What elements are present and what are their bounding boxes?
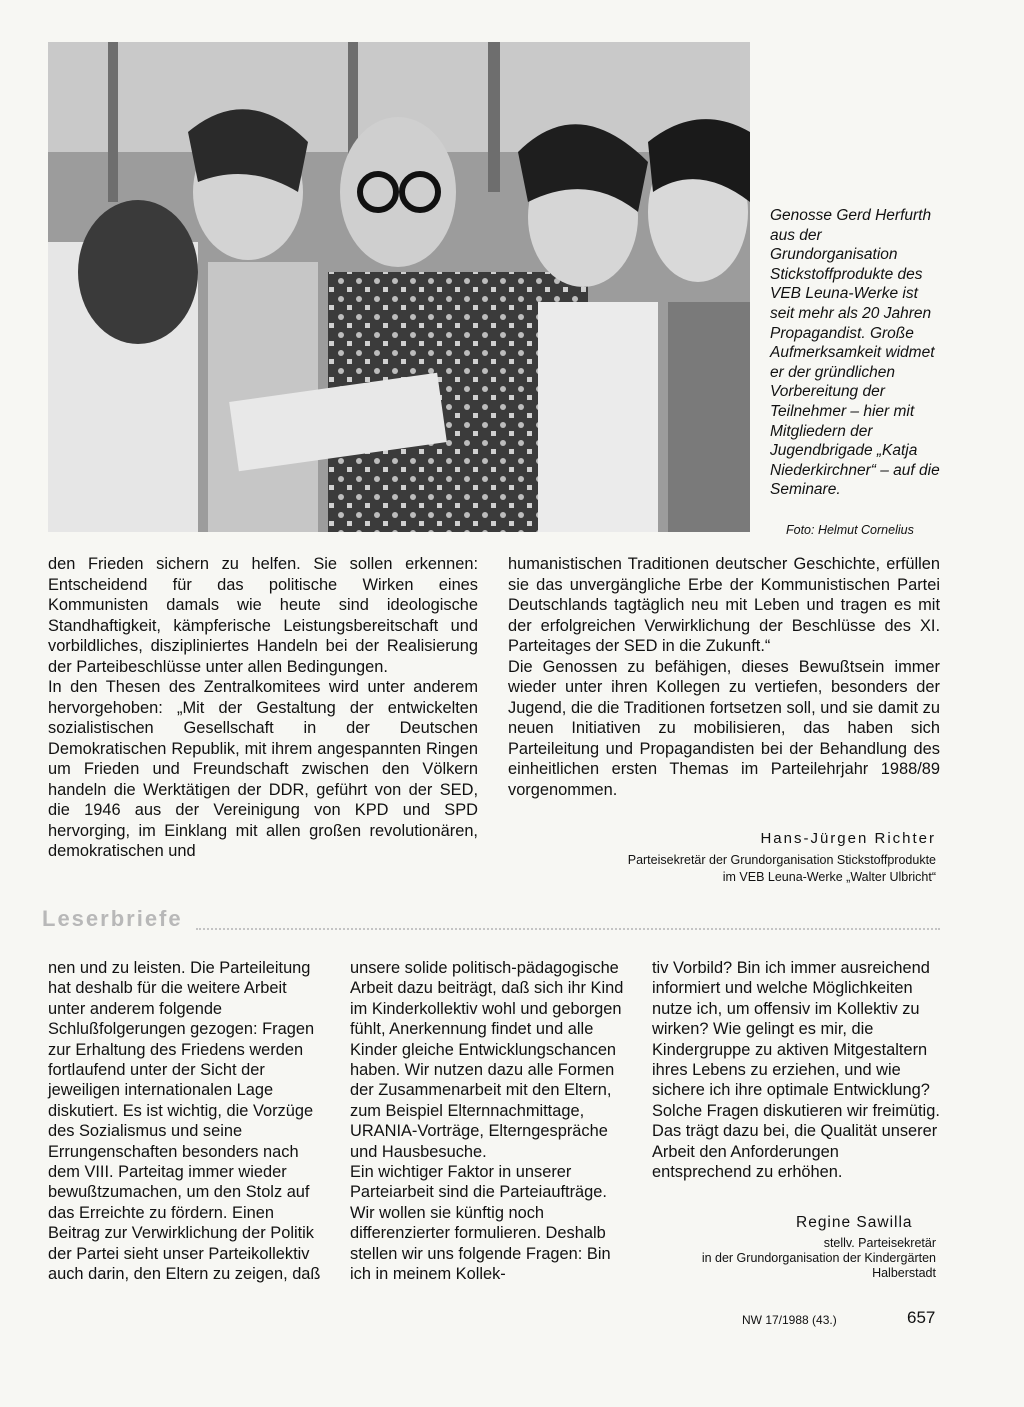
letter-author-role: stellv. Parteisekretär [823, 1236, 936, 1250]
letter-author: Regine Sawilla [796, 1214, 913, 1231]
article-column-1 [48, 554, 478, 862]
letter-column-2 [350, 958, 632, 1285]
paragraph: humanistischen Traditionen deutscher Geschichte, erfüllen sie das unvergängliche Erbe der Kommunistischen Partei Deutschlands tagtäglich neu mit Leben und tragen es mit der erfolgreichen Verwirklichung der Beschlüsse des XI. Parteitages der SED in die Zukunft.“ [508, 555, 940, 655]
paragraph: In den Thesen des Zentralkomitees wird unter anderem hervorgehoben: „Mit der Gestaltung der entwickelten sozialistischen Gesellschaft in der Deutschen Demokratischen Republik, mit ihrem angespannten Ringen um Frieden und Freundschaft zwischen den Völkern handeln die Werktätigen der DDR, geführt von der SED, die 1946 aus der Vereinigung von KPD und SPD hervorging, im Einklang mit allen großen revolutionären, demokratischen und [48, 678, 478, 860]
letter-column-1 [48, 958, 324, 1285]
issue-number: NW 17/1988 (43.) [742, 1313, 837, 1327]
paragraph: den Frieden sichern zu helfen. Sie sollen erkennen: Entscheidend für das politische Wirken eines Kommunisten damals wie heute sind ideologische Standhaftigkeit, kämpferische Leistungsbereitschaft und vorbildliches, diszipliniertes Handeln bei der Realisierung der Parteibeschlüsse unter allen Bedingungen. [48, 555, 478, 676]
article-column-2 [508, 554, 940, 800]
article-author-org: im VEB Leuna-Werke „Walter Ulbricht“ [722, 870, 936, 884]
letter-author-org: in der Grundorganisation der Kindergärten [701, 1251, 936, 1265]
section-divider [196, 928, 940, 930]
section-title: Leserbriefe [42, 906, 183, 931]
letter-author-city: Halberstadt [872, 1266, 936, 1280]
photo-caption: Genosse Gerd Herfurth aus der Grundorganisation Stickstoffprodukte des VEB Leuna-Werke ist seit mehr als 20 Jahren Propagandist. Große Aufmerksamkeit widmet er der gründlichen Vorbereitung der Teilnehmer – hier mit Mitgliedern der Jugendbrigade „Katja Niederkirchner“ – auf die Seminare. [770, 207, 940, 499]
photo-credit: Foto: Helmut Cornelius [786, 523, 914, 537]
photo-illustration [48, 42, 750, 532]
page-number: 657 [907, 1308, 936, 1327]
letter-column-3 [652, 958, 940, 1182]
paragraph: tiv Vorbild? Bin ich immer ausreichend informiert und welche Möglichkeiten nutze ich, um offensiv im Kollektiv zu wirken? Wie gelingt es mir, die Kindergruppe zu aktiven Mitgestaltern ihres Lebens zu erziehen, und wie sichere ich ihre optimale Entwicklung? Solche Fragen diskutieren wir freimütig. Das trägt dazu bei, die Qualität unserer Arbeit den Anforderungen entsprechend zu erhöhen. [652, 959, 940, 1182]
paragraph: unsere solide politisch-pädagogische Arbeit dazu beiträgt, daß sich ihr Kind im Kinderkollektiv wohl und geborgen fühlt, Anerkennung findet und alle Kinder gleiche Entwicklungschancen haben. Wir nutzen dazu alle Formen der Zusammenarbeit mit den Eltern, zum Beispiel Elternnachmittage, URANIA-Vorträge, Elterngespräche und Hausbesuche. [350, 959, 624, 1161]
article-author-role: Parteisekretär der Grundorganisation Stickstoffprodukte [627, 853, 936, 867]
paragraph: Die Genossen zu befähigen, dieses Bewußtsein immer wieder unter ihren Kollegen zu vertiefen, besonders der Jugend, die die Traditionen fortsetzen soll, und sie damit zu neuen Initiativen zu mobilisieren, das haben sich Parteileitung und Propagandisten bei der Behandlung des einheitlichen ersten Themas im Parteilehrjahr 1988/89 vorgenommen. [508, 657, 940, 799]
article-author: Hans-Jürgen Richter [760, 830, 936, 847]
paragraph: Ein wichtiger Faktor in unserer Parteiarbeit sind die Parteiaufträge. Wir wollen sie künftig noch differenzierter formulieren. Deshalb stellen wir uns folgende Fragen: Bin ich in meinem Kollek- [350, 1163, 611, 1284]
article-photo [48, 42, 750, 532]
paragraph: nen und zu leisten. Die Parteileitung hat deshalb für die weitere Arbeit unter anderem folgende Schlußfolgerungen gezogen: Fragen zur Erhaltung des Friedens werden fortlaufend unter der Sicht der jeweiligen internationalen Lage diskutiert. Es ist wichtig, die Vorzüge des Sozialismus und seine Errungenschaften besonders nach dem VIII. Parteitag immer wieder bewußtzumachen, um den Stolz auf das Erreichte zu fördern. Einen Beitrag zur Verwirklichung der Politik der Partei sieht unser Parteikollektiv auch darin, den Eltern zu zeigen, daß [48, 959, 321, 1284]
